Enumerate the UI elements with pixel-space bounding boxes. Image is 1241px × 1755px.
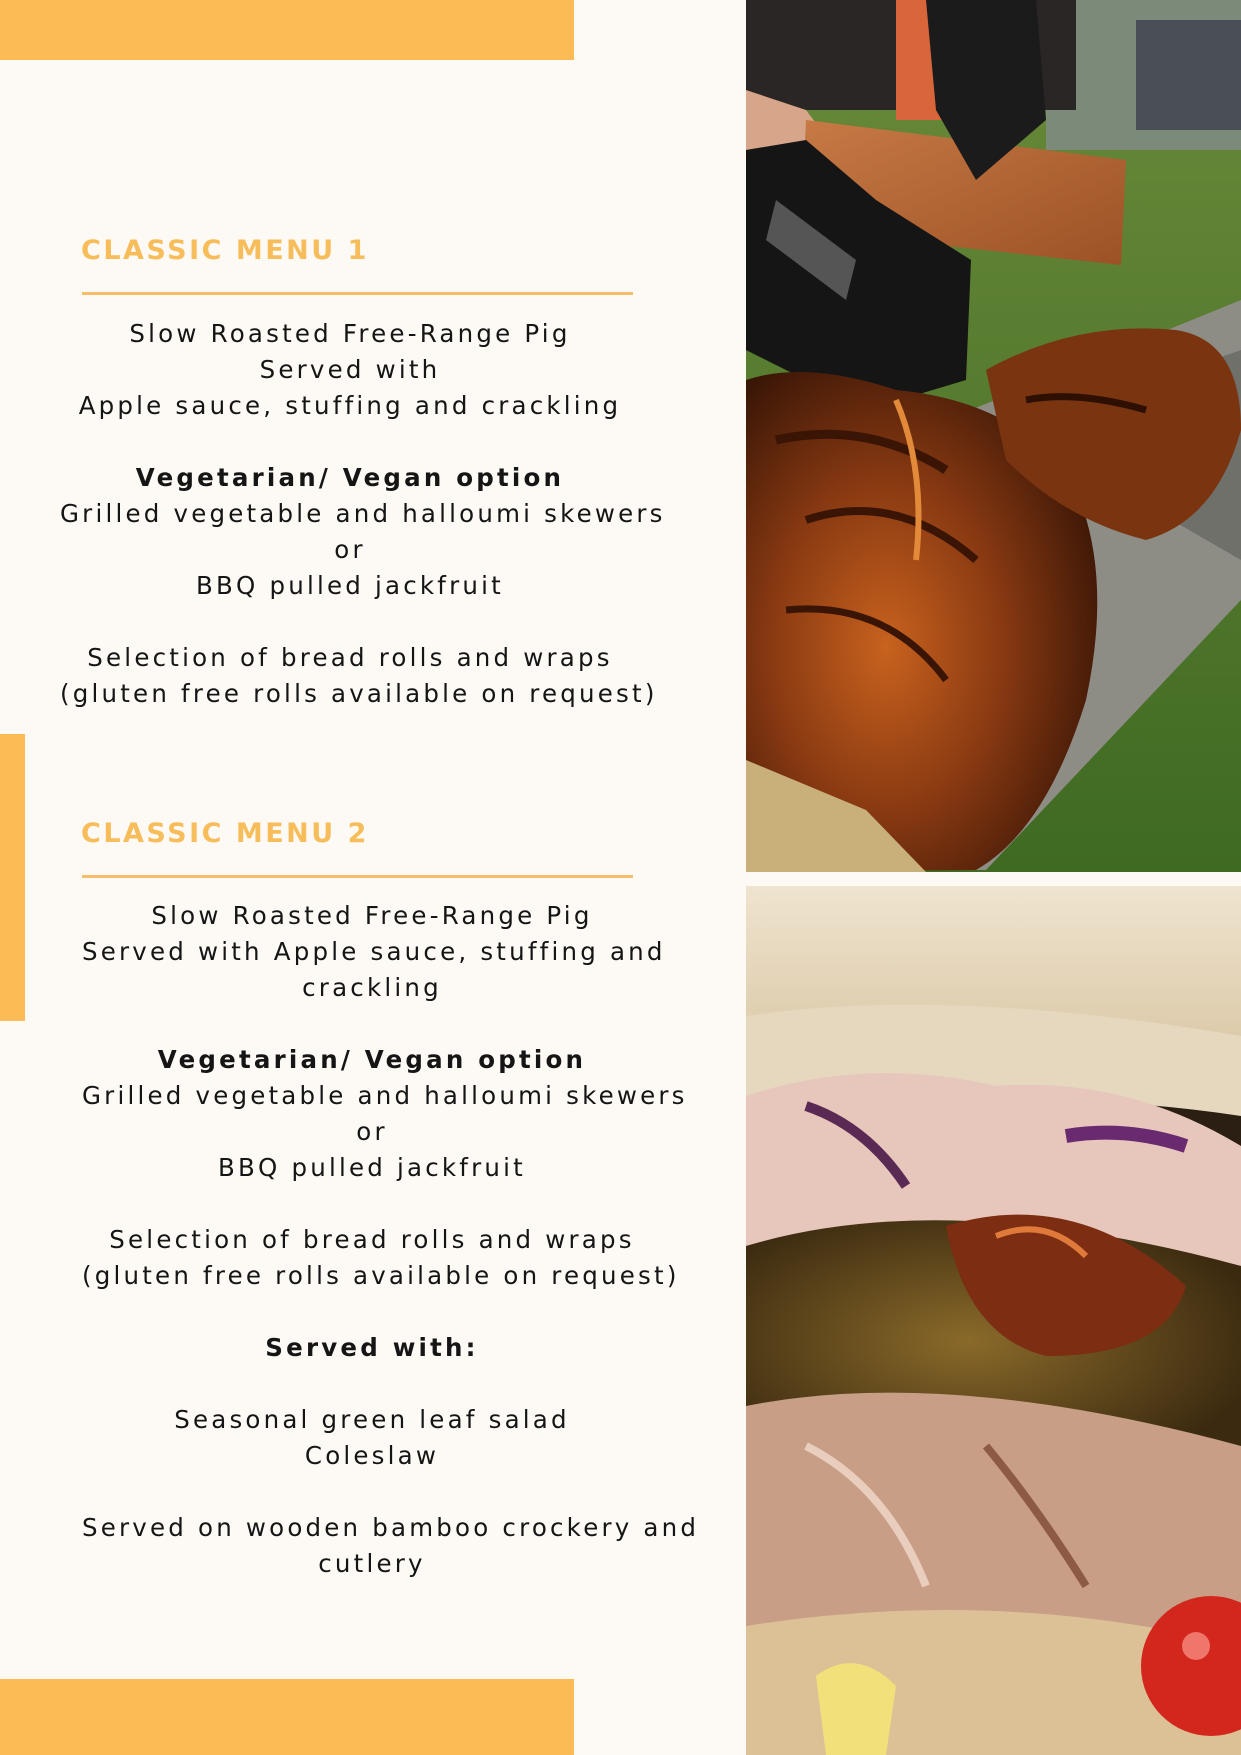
menu-subheading: Vegetarian/ Vegan option [157,1045,587,1074]
menu-1-divider [82,292,633,295]
menu-item-line: Served with [259,355,441,384]
menu-item-line: Selection of bread rolls and wraps [87,643,613,672]
menu-1-items [60,316,666,712]
accent-bar-bottom [0,1679,574,1755]
line-spacer [60,604,640,640]
menu-item-line: BBQ pulled jackfruit [196,571,504,600]
menu-item-line: (gluten free rolls available on request) [82,1261,680,1290]
menu-item-line: Grilled vegetable and halloumi skewers [60,499,666,528]
line-spacer [82,1294,662,1330]
menu-item-line: Served on wooden bamboo crockery and [82,1513,700,1542]
accent-bar-side [0,734,25,1021]
line-spacer [82,1366,662,1402]
menu-1-title: CLASSIC MENU 1 [81,235,369,266]
accent-bar-top [0,0,574,60]
menu-item-line: Grilled vegetable and halloumi skewers [82,1081,688,1110]
pulled-pork-bun-photo [746,886,1241,1755]
hog-roast-carving-photo [746,0,1241,872]
menu-item-line: Served with Apple sauce, stuffing and [82,937,666,966]
menu-2-title: CLASSIC MENU 2 [81,818,369,849]
menu-item-line: or [334,535,366,564]
menu-item-line: BBQ pulled jackfruit [218,1153,526,1182]
menu-item-line: cutlery [318,1549,426,1578]
menu-item-line: Apple sauce, stuffing and crackling [78,391,622,420]
line-spacer [60,424,640,460]
menu-item-line: Coleslaw [304,1441,440,1470]
line-spacer [82,1006,662,1042]
menu-item-line: Slow Roasted Free-Range Pig [151,901,593,930]
menu-subheading: Served with: [265,1333,479,1362]
line-spacer [82,1186,662,1222]
menu-item-line: or [356,1117,388,1146]
line-spacer [82,1474,662,1510]
menu-item-line: crackling [302,973,442,1002]
menu-item-line: (gluten free rolls available on request) [60,679,658,708]
menu-2-items [82,898,700,1582]
menu-item-line: Selection of bread rolls and wraps [109,1225,635,1254]
menu-item-line: Slow Roasted Free-Range Pig [129,319,571,348]
menu-item-line: Seasonal green leaf salad [174,1405,570,1434]
menu-2-divider [82,875,633,878]
menu-subheading: Vegetarian/ Vegan option [135,463,565,492]
